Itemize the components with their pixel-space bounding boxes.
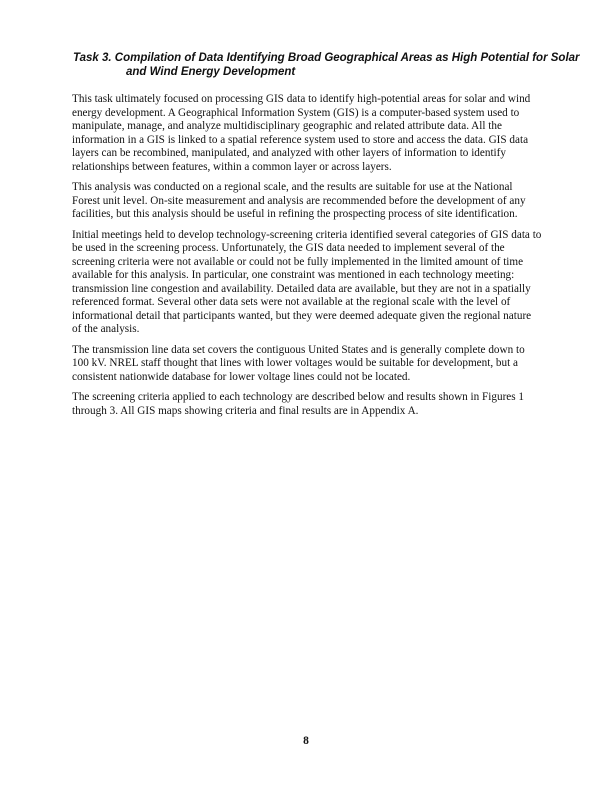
- paragraph-transmission-lines: The transmission line data set covers the contiguous United States and is generally complete down to 100 kV. NREL staff thought that lines with lower voltages would be suitable for development, but a consistent nationwide database for lower voltage lines could not be located.: [72, 343, 525, 383]
- paragraph-figures-reference: The screening criteria applied to each technology are described below and results shown in Figures 1 through 3. All GIS maps showing criteria and final results are in Appendix A.: [72, 391, 525, 417]
- paragraph-screening-criteria: Initial meetings held to develop technology-screening criteria identified several categories of GIS data to be used in the screening process. Unfortunately, the GIS data needed to implement several of the screening criteria were not available or could not be fully implemented in the limited amount of time available for this analysis. In particular, one constraint was mentioned in each technology meeting: transmission line congestion and availability. Detailed data are available, but they are not in a spatially referenced format. Several other data sets were not available at the regional scale with the level of informational detail that participants wanted, but they were deemed adequate given the regional nature of the analysis.: [72, 228, 542, 335]
- page-number: 8: [303, 735, 309, 747]
- paragraph-regional-scale: This analysis was conducted on a regional scale, and the results are suitable for use at the National Forest unit level. On-site measurement and analysis are recommended before the development of any facilities, but this analysis should be useful in refining the prospecting process of site identification.: [72, 181, 526, 220]
- section-heading: Task 3. Compilation of Data Identifying Broad Geographical Areas as High Potential for Solar and Wind Energy Development: [73, 52, 580, 78]
- body-text: [72, 93, 542, 425]
- paragraph-gis-overview: This task ultimately focused on processing GIS data to identify high-potential areas for solar and wind energy development. A Geographical Information System (GIS) is a computer-based system used to manipulate, manage, and analyze multidisciplinary geographic and related attribute data. All the information in a GIS is linked to a spatial reference system used to store and access the data. GIS data layers can be recombined, manipulated, and analyzed with other layers of information to identify relationships between features, within a common layer or across layers.: [72, 93, 531, 173]
